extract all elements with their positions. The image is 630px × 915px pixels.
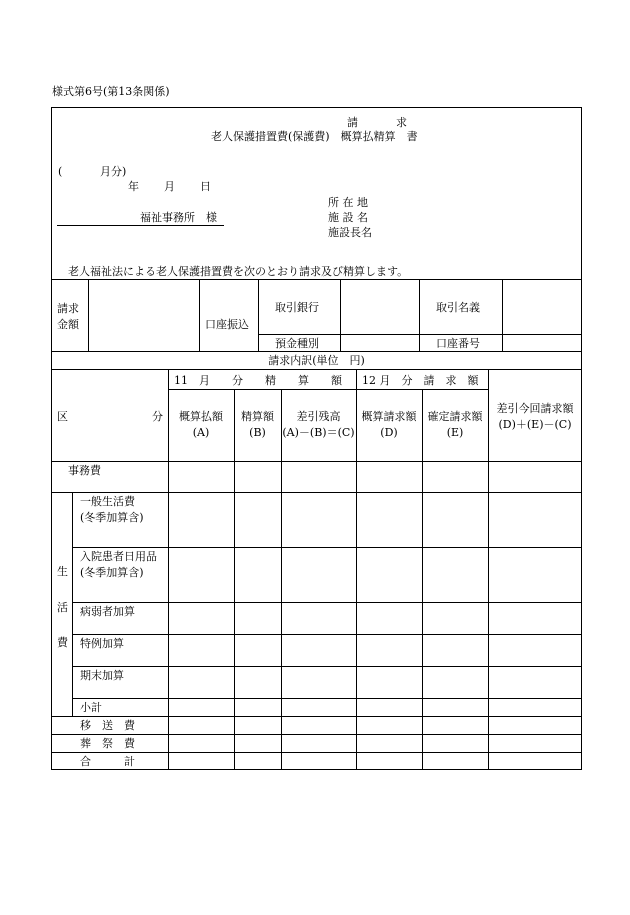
- line: [72, 698, 582, 699]
- living-label-1: 生: [57, 565, 68, 578]
- line: [72, 602, 582, 603]
- deposit-type-label: 預金種別: [275, 337, 319, 350]
- line: [168, 389, 488, 390]
- addressee: 福祉事務所 様: [140, 211, 217, 224]
- category-header-2: 分: [152, 410, 163, 423]
- advance-claim-header: 概算請求額: [361, 410, 417, 423]
- final-claim-code: (E): [446, 426, 464, 439]
- settle-group-header: 11 月 分 精 算 額: [174, 374, 342, 387]
- balance-header: 差引残高: [296, 410, 341, 423]
- period-month: 月分): [100, 165, 127, 178]
- date-month: 月: [164, 180, 175, 193]
- row-office-expenses: 事務費: [68, 464, 101, 477]
- line: [51, 752, 582, 753]
- final-claim-header: 確定請求額: [427, 410, 483, 423]
- amount-label-2: 金額: [57, 318, 79, 331]
- living-label-3: 費: [57, 636, 68, 649]
- title-claim-left: 請: [347, 116, 358, 129]
- line: [422, 389, 423, 770]
- row-term-end-addition: 期末加算: [80, 669, 124, 682]
- line: [72, 492, 73, 716]
- line: [258, 279, 259, 351]
- living-label-2: 活: [57, 601, 68, 614]
- settled-header: 精算額: [241, 410, 274, 423]
- applicant-director-label: 施設長名: [328, 226, 372, 239]
- category-header: 区: [57, 410, 68, 423]
- form-title: 老人保護措置費(保護費) 概算払精算 書: [211, 130, 418, 143]
- title-claim-right: 求: [396, 116, 407, 129]
- statement: 老人福祉法による老人保護措置費を次のとおり請求及び精算します。: [68, 265, 409, 278]
- line: [419, 279, 420, 351]
- line: [51, 492, 582, 493]
- line: [258, 334, 582, 335]
- account-number-label: 口座番号: [436, 337, 480, 350]
- breakdown-title: 請求内訳(単位 円): [268, 354, 365, 367]
- amount-label: 請求: [57, 302, 79, 315]
- applicant-address-label: 所 在 地: [328, 196, 368, 209]
- row-subtotal: 小計: [80, 701, 102, 714]
- line: [51, 351, 582, 352]
- row-inpatient-supplies: 入院患者日用品: [80, 550, 157, 563]
- line: [502, 279, 503, 351]
- claim-group-header: 12 月 分 請 求 額: [362, 374, 479, 387]
- line: [199, 279, 200, 351]
- balance-code: (A)－(B)＝(C): [282, 426, 355, 439]
- account-name-label: 取引名義: [436, 301, 480, 314]
- line: [340, 279, 341, 351]
- row-inpatient-supplies-note: (冬季加算含): [80, 566, 144, 579]
- addressee-underline: [57, 225, 224, 226]
- row-general-living: 一般生活費: [80, 495, 135, 508]
- row-total: 合 計: [80, 755, 135, 768]
- transfer-label: 口座振込: [205, 318, 249, 331]
- line: [51, 716, 582, 717]
- line: [72, 547, 582, 548]
- line: [88, 279, 89, 351]
- date-day: 日: [200, 180, 211, 193]
- settled-code: (B): [249, 426, 266, 439]
- net-claim-header: 差引今回請求額: [496, 402, 574, 415]
- line: [72, 666, 582, 667]
- row-transport: 移 送 費: [80, 719, 135, 732]
- advance-claim-code: (D): [380, 426, 398, 439]
- advance-paid-code: (A): [192, 426, 210, 439]
- row-general-living-note: (冬季加算含): [80, 511, 144, 524]
- line: [51, 734, 582, 735]
- line: [281, 389, 282, 770]
- advance-paid-header: 概算払額: [179, 410, 223, 423]
- net-claim-code: (D)＋(E)－(C): [498, 418, 572, 431]
- row-sick-addition: 病弱者加算: [80, 605, 135, 618]
- bank-label: 取引銀行: [275, 301, 319, 314]
- line: [234, 389, 235, 770]
- date-year: 年: [128, 180, 139, 193]
- form-label: 様式第6号(第13条関係): [52, 85, 170, 98]
- line: [51, 369, 582, 370]
- line: [51, 461, 582, 462]
- row-funeral: 葬 祭 費: [80, 737, 135, 750]
- period-open: (: [58, 165, 63, 178]
- applicant-facility-label: 施 設 名: [328, 211, 368, 224]
- line: [72, 634, 582, 635]
- row-special-addition: 特例加算: [80, 637, 124, 650]
